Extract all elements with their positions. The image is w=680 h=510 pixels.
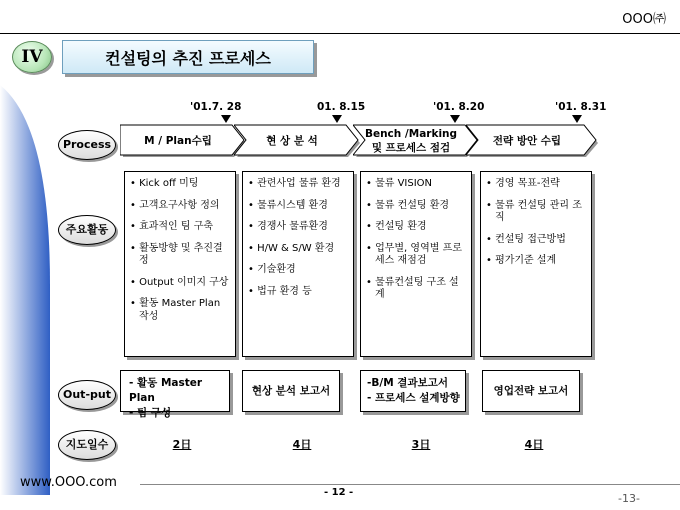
activity-item: • 물류 VISION — [366, 178, 467, 191]
activity-item: • 경영 목표-전략 — [486, 178, 587, 191]
company-name: OOO㈜ — [622, 12, 666, 27]
phase-arrow — [120, 124, 248, 158]
output-item: 영업전략 보고서 — [493, 385, 569, 397]
activity-box — [360, 171, 472, 357]
decorative-sweep — [0, 85, 50, 495]
activity-item: • 고객요구사항 정의 — [130, 200, 231, 213]
milestone-date: '01. 8.31 — [555, 101, 607, 113]
milestone-date: '01. 8.20 — [433, 101, 485, 113]
row-label-process: Process — [58, 130, 116, 160]
output-item: -B/M 결과보고서 — [367, 377, 449, 389]
phase-arrow — [466, 124, 600, 158]
phase-label: Bench /Marking 및 프로세스 점검 — [364, 128, 458, 154]
output-box — [242, 370, 340, 412]
section-number-badge: IV — [12, 41, 52, 73]
phase-arrow — [234, 124, 362, 158]
section-title: 컨설팅의 추진 프로세스 — [105, 49, 271, 68]
activity-item: • 업무별, 영역별 프로세스 재점검 — [366, 243, 467, 268]
output-box — [360, 370, 466, 412]
activity-box — [480, 171, 592, 357]
milestone-marker-icon — [221, 115, 231, 123]
activity-box — [242, 171, 354, 357]
activity-item: • Kick off 미팅 — [130, 178, 231, 191]
phase-label: 현 상 분 석 — [266, 135, 318, 147]
activity-item: • 물류 컨설팅 환경 — [366, 200, 467, 213]
phase-label: M / Plan수립 — [144, 135, 212, 147]
output-item: - 활동 Master Plan — [129, 377, 203, 404]
activity-item: • 평가기준 설계 — [486, 255, 587, 268]
milestone-marker-icon — [572, 115, 582, 123]
activity-item: • 물류시스템 환경 — [248, 200, 349, 213]
milestone-marker-icon — [450, 115, 460, 123]
output-box — [120, 370, 230, 419]
activity-item: • 활동방향 및 추진결정 — [130, 243, 231, 268]
activity-item: • 컨설팅 환경 — [366, 221, 467, 234]
row-label-activities: 주요활동 — [58, 215, 116, 245]
footer-url: www.OOO.com — [20, 475, 117, 490]
milestone-date: '01.7. 28 — [190, 101, 242, 113]
page-number-inner: - 12 - — [324, 487, 354, 498]
page-number-outer: -13- — [618, 492, 640, 505]
activity-item: • 경쟁사 물류환경 — [248, 221, 349, 234]
section-title-box — [62, 40, 314, 74]
activity-item: • 컨설팅 접근방법 — [486, 234, 587, 247]
activity-item: • 물류 컨설팅 관리 조직 — [486, 200, 587, 225]
output-item: - 팀 구성 — [129, 407, 172, 419]
footer-divider — [140, 484, 680, 485]
row-label-days: 지도일수 — [58, 430, 116, 460]
activity-item: • Output 이미지 구상 — [130, 277, 231, 290]
activity-item: • 효과적인 팀 구축 — [130, 221, 231, 234]
output-item: 현상 분석 보고서 — [251, 385, 331, 397]
days-value: 4日 — [524, 438, 544, 451]
activity-box — [124, 171, 236, 357]
milestone-marker-icon — [332, 115, 342, 123]
activity-item: • 물류컨설팅 구조 설계 — [366, 277, 467, 302]
activity-item: • H/W & S/W 환경 — [248, 243, 349, 256]
output-item: - 프로세스 설계방향 — [367, 392, 460, 404]
phase-label: 전략 방안 수립 — [492, 135, 562, 147]
days-value: 4日 — [292, 438, 312, 451]
row-label-output: Out-put — [58, 380, 116, 410]
activity-item: • 기술환경 — [248, 264, 349, 277]
activity-item: • 활동 Master Plan 작성 — [130, 298, 231, 323]
activity-item: • 관련사업 물류 환경 — [248, 178, 349, 191]
days-value: 3日 — [411, 438, 431, 451]
output-box — [482, 370, 580, 412]
milestone-date: 01. 8.15 — [317, 101, 366, 113]
header-divider — [0, 33, 680, 34]
days-value: 2日 — [172, 438, 192, 451]
activity-item: • 법규 환경 등 — [248, 286, 349, 299]
phase-arrow — [353, 124, 481, 158]
